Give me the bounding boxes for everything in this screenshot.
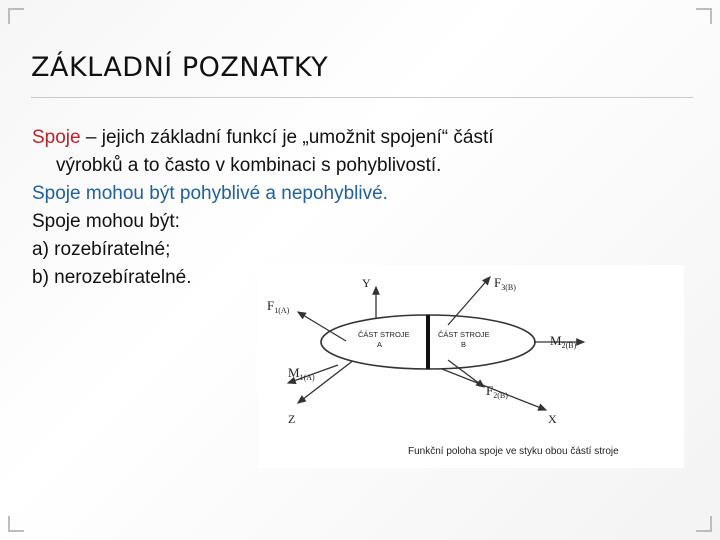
part-a-label: ČÁST STROJE [358, 330, 410, 339]
title-divider [31, 97, 693, 98]
joint-diagram [258, 265, 684, 468]
paragraph-types-heading: Spoje mohou být: [32, 211, 180, 232]
force-f2-subscript: 2(B) [493, 391, 508, 400]
term-spoje: Spoje [32, 127, 81, 148]
moment-m1-subscript: 1(A) [299, 373, 315, 382]
part-a-letter: A [377, 340, 383, 349]
force-f3-label [494, 275, 516, 292]
moment-m1-symbol: M [288, 365, 300, 380]
list-item-permanent: b) nerozebíratelné. [32, 267, 192, 288]
force-f3-symbol: F [494, 275, 502, 290]
force-f3-subscript: 3(B) [501, 283, 516, 292]
paragraph-movable: Spoje mohou být pohyblivé a nepohyblivé. [32, 183, 388, 204]
figure-caption: Funkční poloha spoje ve styku obou částí stroje [408, 446, 619, 457]
axis-x-label: X [548, 412, 557, 426]
slide-title: ZÁKLADNÍ POZNATKY [31, 52, 329, 83]
corner-decoration-top-left [8, 8, 24, 24]
definition-text-line2: výrobků a to často v kombinaci s pohyblivostí. [56, 155, 442, 176]
force-f1-subscript: 1(A) [274, 306, 290, 315]
force-f2-label [486, 383, 508, 400]
corner-decoration-bottom-right [696, 516, 712, 532]
definition-text: – jejich základní funkcí je „umožnit spojení“ částí [80, 127, 494, 148]
moment-m2-symbol: M [550, 333, 562, 348]
axis-y-label: Y [362, 276, 371, 290]
force-f1-label [267, 298, 290, 315]
moment-m2-label [550, 333, 577, 350]
moment-m2-subscript: 2(B) [561, 341, 577, 350]
corner-decoration-bottom-left [8, 516, 24, 532]
force-f1-symbol: F [267, 298, 275, 313]
paragraph-definition [32, 124, 694, 180]
part-b-label: ČÁST STROJE [438, 330, 490, 339]
moment-m1-label [288, 365, 315, 382]
joint-diagram-svg [258, 265, 684, 468]
corner-decoration-top-right [696, 8, 712, 24]
force-f2-symbol: F [486, 383, 494, 398]
axis-z-label: Z [288, 412, 296, 426]
part-b-letter: B [461, 340, 467, 349]
list-item-removable: a) rozebíratelné; [32, 239, 171, 260]
